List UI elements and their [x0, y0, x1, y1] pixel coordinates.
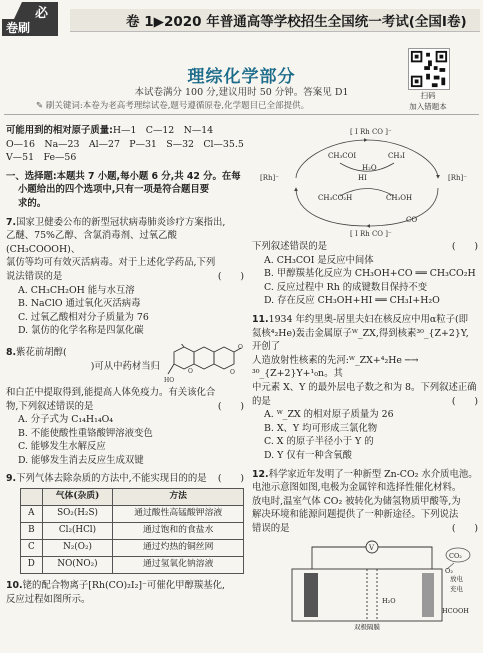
- cycle-label-hi: HI: [358, 174, 367, 182]
- svg-text:O: O: [188, 367, 193, 375]
- page-header: [0, 0, 483, 38]
- q8-stem-d: 物,下列叙述错误的是: [6, 400, 94, 412]
- table-row[interactable]: [21, 557, 244, 574]
- q11-stem-4: 中元素 X、Y 的最外层电子数之和为 8。下列叙述正确: [252, 381, 477, 393]
- table-cell: 通过饱和的食盐水: [113, 523, 244, 540]
- q9-answer-paren[interactable]: ( ): [217, 473, 244, 485]
- q11-answer-paren[interactable]: ( ): [451, 395, 478, 407]
- q9-stem: 下列气体去除杂质的方法中,不能实现目的的是: [16, 473, 207, 485]
- section-title: 理综化学部分: [187, 67, 296, 87]
- q10-option-b[interactable]: B. 甲醇羰基化反应为 CH₃OH+CO ══ CH₃CO₂H: [264, 268, 476, 280]
- table-cell: N₂(O₂): [42, 540, 113, 557]
- fig-label-o2: O₂: [445, 567, 453, 576]
- table-cell: 通过氢氧化钠溶液: [113, 557, 244, 574]
- tip-line: [36, 99, 309, 111]
- q10-option-c[interactable]: C. 反应过程中 Rh 的成键数目保持不变: [264, 281, 428, 293]
- question-10: [6, 579, 244, 606]
- cycle-label-co: CO: [406, 216, 418, 224]
- q10-option-a[interactable]: A. CH₃COI 是反应中间体: [264, 254, 374, 266]
- molecule-structure-figure: [164, 344, 244, 384]
- q11-stem-5: 的是: [252, 395, 271, 407]
- q12-stem-5: 错误的是: [252, 522, 290, 534]
- question-10-cont: [252, 240, 478, 308]
- q11-stem-1: 1934 年约里奥-居里夫妇在核反应中用α粒子(即: [268, 313, 468, 325]
- table-cell: C: [21, 540, 43, 557]
- qr-caption-line2: 加入错题本: [409, 102, 447, 111]
- q8-option-c[interactable]: C. 能够发生水解反应: [18, 441, 106, 453]
- q11-stem-2: 氦核⁴₂He)轰击金属原子ᵂ_ZX,得到核素³⁰_{Z+2}Y,开创了: [252, 327, 469, 353]
- tip-text: 刷关键词:本卷为老高考理综试卷,题号遵循原卷,化学题目已全部提供。: [45, 101, 310, 111]
- svg-text:[Rh]⁻: [Rh]⁻: [260, 174, 279, 182]
- q9-table: [20, 488, 244, 574]
- q12-stem-4: 解决环境和能源问题提供了一种新途径。下列说法: [252, 509, 459, 521]
- q10-number: 10.: [6, 580, 23, 592]
- q7-stem-3: 氯仿等均可有效灭活病毒。对于上述化学药品,下列: [6, 257, 216, 269]
- table-cell: SO₂(H₂S): [42, 506, 113, 523]
- right-column: [252, 240, 478, 636]
- table-header-row: [21, 489, 244, 506]
- fig-label-discharge: 放电: [450, 575, 463, 584]
- exam-subtitle: 本试卷满分 100 分,建议用时 50 分钟。答案见 D1: [134, 87, 349, 98]
- q12-battery-figure: [282, 539, 472, 631]
- q8-answer-paren[interactable]: ( ): [217, 400, 244, 412]
- q10-stem-2: 反应过程如图所示。: [6, 593, 91, 605]
- logo-top-text: 必: [35, 6, 49, 21]
- q10-answer-paren[interactable]: ( ): [451, 241, 478, 252]
- q7-option-a[interactable]: A. CH₃CH₂OH 能与水互溶: [18, 284, 135, 296]
- table-header-cell: 气体(杂质): [42, 489, 113, 506]
- question-12: [252, 468, 478, 637]
- table-header-cell: [21, 489, 43, 506]
- q8-stem-b: )可从中药材当归: [90, 360, 160, 372]
- q7-stem-1: 国家卫健委公布的新型冠状病毒肺炎诊疗方案指出,: [16, 216, 226, 228]
- cycle-label-ch3co2h: CH₃CO₂H: [318, 194, 353, 202]
- table-cell: 通过酸性高锰酸钾溶液: [113, 506, 244, 523]
- logo-bottom-text: 卷刷: [6, 21, 31, 35]
- q11-option-a[interactable]: A. ᵂ_ZX 的相对原子质量为 26: [264, 409, 394, 421]
- table-cell: A: [21, 506, 43, 523]
- qr-caption-line1: 扫码: [420, 91, 436, 100]
- table-header-cell: 方法: [113, 489, 244, 506]
- table-cell: D: [21, 557, 43, 574]
- question-9: [6, 472, 244, 574]
- q9-number: 9.: [6, 473, 17, 485]
- fig-label-hcooh: HCOOH: [442, 607, 469, 616]
- q11-option-c[interactable]: C. X 的原子半径小于 Y 的: [264, 436, 374, 448]
- q7-option-d[interactable]: D. 氯仿的化学名称是四氯化碳: [18, 325, 144, 337]
- q7-option-b[interactable]: B. NaClO 通过氧化灭活病毒: [18, 298, 141, 310]
- cycle-label-ch3i: CH₃I: [388, 152, 406, 160]
- table-cell: NO(NO₂): [42, 557, 113, 574]
- q8-number: 8.: [6, 346, 17, 358]
- pencil-icon: ✎: [36, 101, 44, 111]
- table-row[interactable]: [21, 540, 244, 557]
- q8-option-d[interactable]: D. 能够发生消去反应生成双键: [18, 454, 144, 466]
- q12-number: 12.: [252, 468, 269, 480]
- part1-heading: 一、选择题:本题共 7 小题,每小题 6 分,共 42 分。在每: [6, 170, 241, 182]
- q8-stem-c: 和白芷中提取得到,能提高人体免疫力。有关该化合: [6, 386, 216, 398]
- q10-catalytic-cycle-diagram: [258, 118, 476, 238]
- part1-heading-cont2: 求的。: [18, 197, 47, 209]
- header-divider: [4, 114, 479, 115]
- table-row[interactable]: [21, 523, 244, 540]
- q11-stem-3: 人造放射性核素的先河:ᵂ_ZX+⁴₂He ─→ ³⁰_{Z+2}Y+¹₀n。其: [252, 354, 419, 380]
- svg-text:O: O: [230, 368, 235, 376]
- table-row[interactable]: [21, 506, 244, 523]
- left-column: [6, 124, 244, 606]
- q10-stem-1: 铑的配合物离子[Rh(CO)₂I₂]⁻可催化甲醇羰基化,: [22, 580, 225, 592]
- atomic-mass-label: 可能用到的相对原子质量:H—1 C—12 N—14: [6, 125, 214, 136]
- fig-label-h2o: H₂O: [382, 597, 396, 606]
- q8-option-b[interactable]: B. 不能使酸性重铬酸钾溶液变色: [18, 427, 153, 439]
- fig-label-charge: 充电: [450, 585, 463, 594]
- q7-answer-paren[interactable]: ( ): [217, 270, 244, 282]
- svg-text:O: O: [238, 343, 243, 351]
- q10-option-d[interactable]: D. 存在反应 CH₃OH+HI ══ CH₃I+H₂O: [264, 295, 440, 307]
- part1-heading-cont1: 小题给出的四个选项中,只有一项是符合题目要: [18, 184, 210, 196]
- question-7: [6, 216, 244, 338]
- svg-text:HO: HO: [164, 376, 175, 384]
- svg-text:[ I Rh CO ]⁻: [ I Rh CO ]⁻: [350, 128, 392, 136]
- q7-stem-2: 乙醚、75%乙醇、含氯消毒剂、过氧乙酸(CH₃COOOH)、: [6, 230, 177, 255]
- atomic-mass-line3: V—51 Fe—56: [6, 152, 77, 164]
- q11-option-b[interactable]: B. X、Y 均可形成三氯化物: [264, 422, 378, 434]
- q11-option-d[interactable]: D. Y 仅有一种含氧酸: [264, 449, 352, 461]
- svg-text:[ I Rh CO ]⁻: [ I Rh CO ]⁻: [350, 230, 392, 238]
- cycle-label-ch3coi: CH₃COI: [328, 152, 357, 160]
- q7-stem-4: 说法错误的是: [6, 270, 63, 282]
- q12-stem-1: 科学家近年发明了一种新型 Zn-CO₂ 水介质电池。: [268, 468, 478, 480]
- q12-stem-2: 电池示意图如图,电极为金属锌和选择性催化材料。: [252, 482, 462, 494]
- q12-stem-3: 放电时,温室气体 CO₂ 被转化为储氢物质甲酸等,为: [252, 495, 461, 507]
- q8-stem-a: 紫花前胡醇(: [16, 346, 67, 358]
- table-cell: Cl₂(HCl): [42, 523, 113, 540]
- question-11: [252, 313, 478, 463]
- q12-answer-paren[interactable]: ( ): [451, 522, 478, 534]
- q7-number: 7.: [6, 216, 17, 228]
- cycle-label-h2o: H₂O: [362, 164, 377, 172]
- q8-option-a[interactable]: A. 分子式为 C₁₄H₁₄O₄: [18, 414, 114, 426]
- q10-stem-r: 下列叙述错误的是: [252, 241, 328, 252]
- atomic-mass-line2: O—16 Na—23 Al—27 P—31 S—32 Cl—35.5: [6, 138, 244, 150]
- brand-logo: [2, 2, 58, 36]
- cycle-label-ch3oh: CH₃OH: [386, 194, 413, 202]
- q7-option-c[interactable]: C. 过氧乙酸相对分子质量为 76: [18, 311, 149, 323]
- table-cell: 通过灼热的铜丝网: [113, 540, 244, 557]
- svg-text:[Rh]⁻: [Rh]⁻: [448, 174, 467, 182]
- exam-banner: 卷 1▶2020 年普通高等学校招生全国统一考试(全国Ⅰ卷): [126, 14, 467, 30]
- svg-text:V: V: [369, 544, 375, 553]
- fig-label-membrane: 双极隔膜: [354, 623, 380, 632]
- fig-label-co2: CO₂: [449, 552, 462, 561]
- q11-number: 11.: [252, 313, 269, 325]
- question-8: [6, 343, 244, 468]
- table-cell: B: [21, 523, 43, 540]
